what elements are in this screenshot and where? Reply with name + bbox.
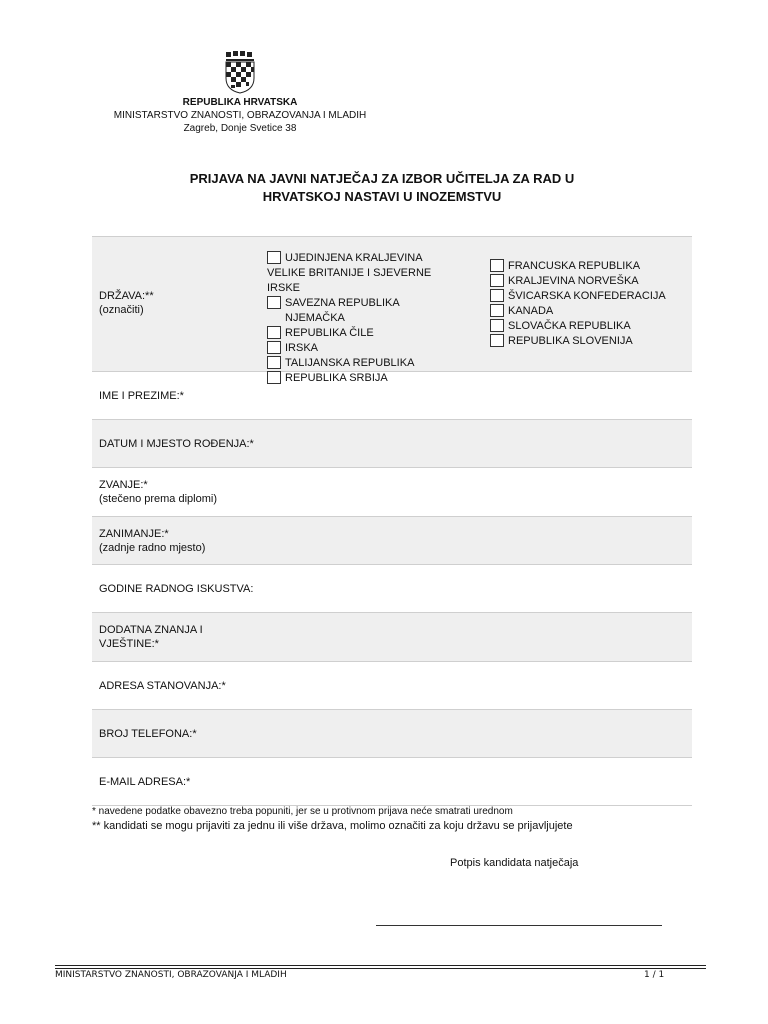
checkbox[interactable] xyxy=(490,334,504,347)
country-option-slovenia[interactable]: REPUBLIKA SLOVENIJA xyxy=(490,334,690,349)
occupation-label: ZANIMANJE:* xyxy=(99,527,169,540)
country-column-b xyxy=(490,259,690,349)
note-multiple-countries: ** kandidati se mogu prijaviti za jednu ili više država, molimo označiti za koju državu se prijavljujete xyxy=(92,820,573,832)
footer-ministry: MINISTARSTVO ZNANOSTI, OBRAZOVANJA I MLADIH xyxy=(55,970,287,980)
phone-label: BROJ TELEFONA:* xyxy=(99,727,197,740)
form-title-line2: HRVATSKOJ NASTAVI U INOZEMSTVU xyxy=(262,189,502,204)
country-option-serbia[interactable]: REPUBLIKA SRBIJA xyxy=(267,371,462,386)
header-address: Zagreb, Donje Svetice 38 xyxy=(183,123,297,134)
country-option-ireland[interactable]: IRSKA xyxy=(267,341,462,356)
checkbox[interactable] xyxy=(490,319,504,332)
phone-row[interactable] xyxy=(92,710,692,758)
checkbox[interactable] xyxy=(267,356,281,369)
checkbox[interactable] xyxy=(267,341,281,354)
signature-label: Potpis kandidata natječaja xyxy=(450,857,579,869)
address-label: ADRESA STANOVANJA:* xyxy=(99,679,226,692)
country-option-norway[interactable]: KRALJEVINA NORVEŠKA xyxy=(490,274,690,289)
country-option-france[interactable]: FRANCUSKA REPUBLIKA xyxy=(490,259,690,274)
title-label: ZVANJE:* xyxy=(99,479,148,491)
country-option-switzerland[interactable]: ŠVICARSKA KONFEDERACIJA xyxy=(490,289,690,304)
checkbox[interactable] xyxy=(490,274,504,287)
email-row[interactable] xyxy=(92,758,692,806)
title-row[interactable] xyxy=(92,468,692,517)
checkbox[interactable] xyxy=(267,371,281,384)
country-option-uk[interactable]: UJEDINJENA KRALJEVINA VELIKE BRITANIJE I SJEVERNE IRSKE xyxy=(267,252,432,294)
checkbox[interactable] xyxy=(490,259,504,272)
coat-of-arms-icon xyxy=(223,50,257,94)
experience-label: GODINE RADNOG ISKUSTVA: xyxy=(99,582,254,595)
country-row xyxy=(92,237,692,384)
occupation-row[interactable] xyxy=(92,517,692,565)
country-option-slovakia[interactable]: SLOVAČKA REPUBLIKA xyxy=(490,319,690,334)
title-hint: (stečeno prema diplomi) xyxy=(99,493,217,505)
header-country: REPUBLIKA HRVATSKA xyxy=(182,97,298,108)
header-ministry: MINISTARSTVO ZNANOSTI, OBRAZOVANJA I MLADIH xyxy=(113,110,367,121)
country-option-italy[interactable]: TALIJANSKA REPUBLIKA xyxy=(267,356,462,371)
email-label: E-MAIL ADRESA:* xyxy=(99,775,191,788)
address-row[interactable] xyxy=(92,662,692,710)
country-label: DRŽAVA:** xyxy=(99,290,154,302)
birth-label: DATUM I MJESTO ROĐENJA:* xyxy=(99,437,254,450)
checkbox[interactable] xyxy=(267,296,281,309)
form-title xyxy=(90,170,674,206)
skills-label-line1: DODATNA ZNANJA I xyxy=(99,624,203,636)
experience-row[interactable] xyxy=(92,565,692,613)
country-option-canada[interactable]: KANADA xyxy=(490,304,690,319)
country-label-cell xyxy=(99,237,264,317)
checkbox[interactable] xyxy=(490,304,504,317)
form-title-line1: PRIJAVA NA JAVNI NATJEČAJ ZA IZBOR UČITELJA ZA RAD U xyxy=(189,171,575,186)
birth-row[interactable] xyxy=(92,420,692,468)
country-hint: (označiti) xyxy=(99,304,144,316)
checkbox[interactable] xyxy=(267,326,281,339)
checkbox[interactable] xyxy=(267,251,281,264)
name-label: IME I PREZIME:* xyxy=(99,389,184,402)
country-option-chile[interactable]: REPUBLIKA ČILE xyxy=(267,326,462,341)
country-option-germany[interactable]: SAVEZNA REPUBLIKA NJEMAČKA xyxy=(267,296,462,326)
signature-line[interactable] xyxy=(376,925,662,926)
skills-label-line2: VJEŠTINE:* xyxy=(99,638,159,650)
footer-rule xyxy=(55,968,706,969)
footer-rule xyxy=(55,965,706,966)
country-column-a xyxy=(267,251,462,386)
checkbox[interactable] xyxy=(490,289,504,302)
document-header xyxy=(90,50,390,135)
occupation-hint: (zadnje radno mjesto) xyxy=(99,541,206,554)
footer-page-number: 1 / 1 xyxy=(644,970,665,980)
skills-row[interactable] xyxy=(92,613,692,662)
note-required-fields: * navedene podatke obavezno treba popuniti, jer se u protivnom prijava neće smatrati urednom xyxy=(92,806,513,817)
application-form-table xyxy=(92,236,692,806)
